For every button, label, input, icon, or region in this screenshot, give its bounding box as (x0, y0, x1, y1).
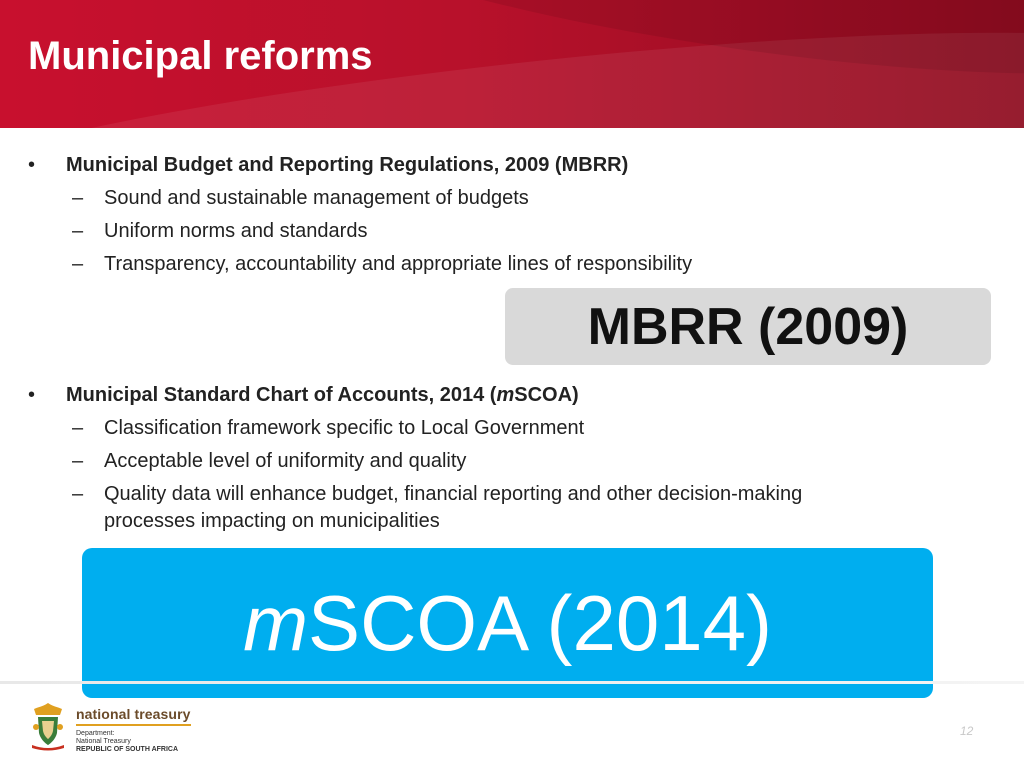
title-banner (0, 0, 1024, 128)
footer-divider (0, 681, 1024, 684)
bullet: • (28, 384, 36, 406)
mbrr-callout: MBRR (2009) (505, 288, 991, 365)
dash: – (72, 187, 84, 209)
section-heading (66, 384, 579, 407)
heading-prefix: Municipal Standard Chart of Accounts, 2014 ( (66, 384, 497, 406)
dash: – (72, 483, 84, 505)
logo-line: Department: (76, 730, 115, 737)
list-item: Acceptable level of uniformity and quality (104, 450, 467, 472)
dash: – (72, 450, 84, 472)
logo-name: national treasury (76, 706, 191, 726)
dash: – (72, 253, 84, 275)
callout-text: SCOA (2014) (308, 578, 772, 667)
logo-subtitle (76, 730, 191, 754)
list-item-continuation: processes impacting on municipalities (104, 510, 440, 532)
logo-line: REPUBLIC OF SOUTH AFRICA (76, 746, 179, 753)
list-item: Quality data will enhance budget, financial reporting and other decision-making (104, 483, 803, 505)
list-item: Uniform norms and standards (104, 220, 368, 242)
dash: – (72, 220, 84, 242)
callout-italic: m (243, 578, 309, 667)
mscoa-callout (82, 548, 933, 698)
list-item: Sound and sustainable management of budgets (104, 187, 529, 209)
list-item: Classification framework specific to Local Government (104, 417, 585, 439)
section-heading: Municipal Budget and Reporting Regulations, 2009 (MBRR) (66, 154, 629, 176)
logo-line: National Treasury (76, 738, 131, 745)
heading-suffix: SCOA) (514, 384, 579, 406)
heading-italic: m (496, 384, 515, 406)
page-title: Municipal reforms (28, 34, 373, 78)
bullet: • (28, 154, 36, 176)
page-number: 12 (960, 724, 974, 738)
dash: – (72, 417, 84, 439)
list-item: Transparency, accountability and appropriate lines of responsibility (104, 253, 693, 275)
coat-of-arms-icon (28, 701, 68, 751)
treasury-logo (76, 706, 191, 754)
